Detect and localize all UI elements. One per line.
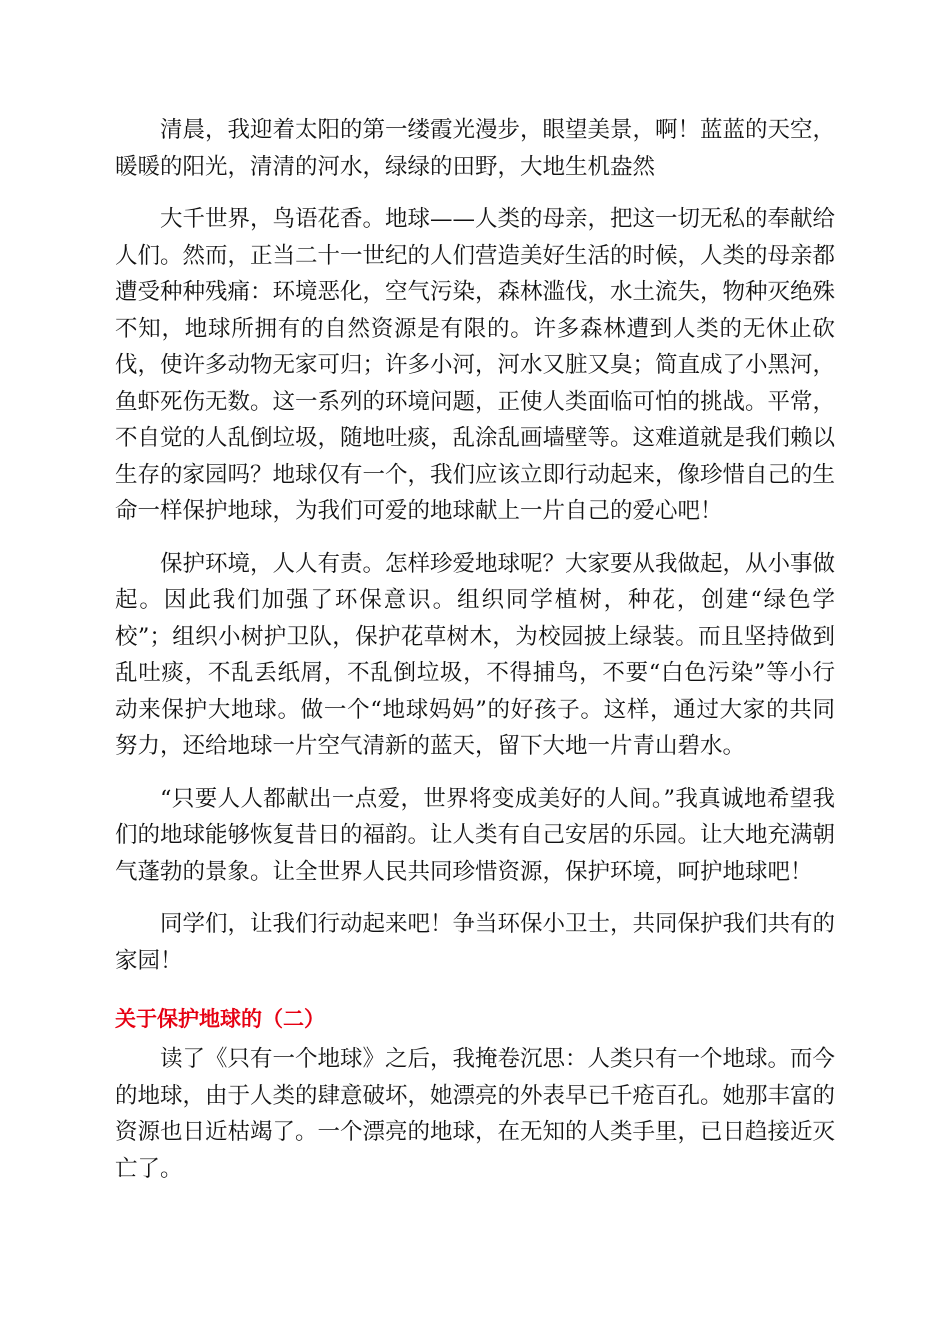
paragraph-hope: “只要人人都献出一点爱，世界将变成美好的人间。”我真诚地希望我们的地球能够恢复昔日的福韵。让人类有自己安居的乐园。让大地充满朝气蓬勃的景象。让全世界人民共同珍惜资源，保护环境，呵护地球吧！ — [115, 785, 836, 885]
paragraph-morning-walk: 清晨，我迎着太阳的第一缕霞光漫步，眼望美景，啊！蓝蓝的天空，暖暖的阳光，清清的河水，绿绿的田野，大地生机盎然 — [115, 117, 836, 180]
paragraph-earth-mother: 大千世界，鸟语花香。地球——人类的母亲，把这一切无私的奉献给人们。然而，正当二十一世纪的人们营造美好生活的时候，人类的母亲都遭受种种残痛：环境恶化，空气污染，森林滥伐，水土流失，物种灭绝殊不知，地球所拥有的自然资源是有限的。许多森林遭到人类的无休止砍伐，使许多动物无家可归；许多小河，河水又脏又臭；简直成了小黑河，鱼虾死伤无数。这一系列的环境问题，正使人类面临可怕的挑战。平常，不自觉的人乱倒垃圾，随地吐痰，乱涂乱画墙壁等。这难道就是我们赖以生存的家园吗？地球仅有一个，我们应该立即行动起来，像珍惜自己的生命一样保护地球，为我们可爱的地球献上一片自己的爱心吧！ — [115, 206, 836, 524]
document-body — [115, 112, 835, 1187]
paragraph-only-one-earth: 读了《只有一个地球》之后，我掩卷沉思：人类只有一个地球。而今的地球，由于人类的肆意破坏，她漂亮的外表早已千疮百孔。她那丰富的资源也日近枯竭了。一个漂亮的地球，在无知的人类手里，已日趋接近灭亡了。 — [115, 1046, 836, 1182]
paragraph-call-to-action: 同学们，让我们行动起来吧！争当环保小卫士，共同保护我们共有的家园！ — [115, 911, 836, 974]
section-heading: 关于保护地球的（二） — [115, 1007, 325, 1031]
paragraph-protect-environment: 保护环境，人人有责。怎样珍爱地球呢？大家要从我做起，从小事做起。因此我们加强了环保意识。组织同学植树，种花，创建“绿色学校”；组织小树护卫队，保护花草树木，为校园披上绿装。而且坚持做到乱吐痰，不乱丢纸屑，不乱倒垃圾，不得捕鸟，不要“白色污染”等小行动来保护大地球。做一个“地球妈妈”的好孩子。这样，通过大家的共同努力，还给地球一片空气清新的蓝天，留下大地一片青山碧水。 — [115, 550, 836, 759]
